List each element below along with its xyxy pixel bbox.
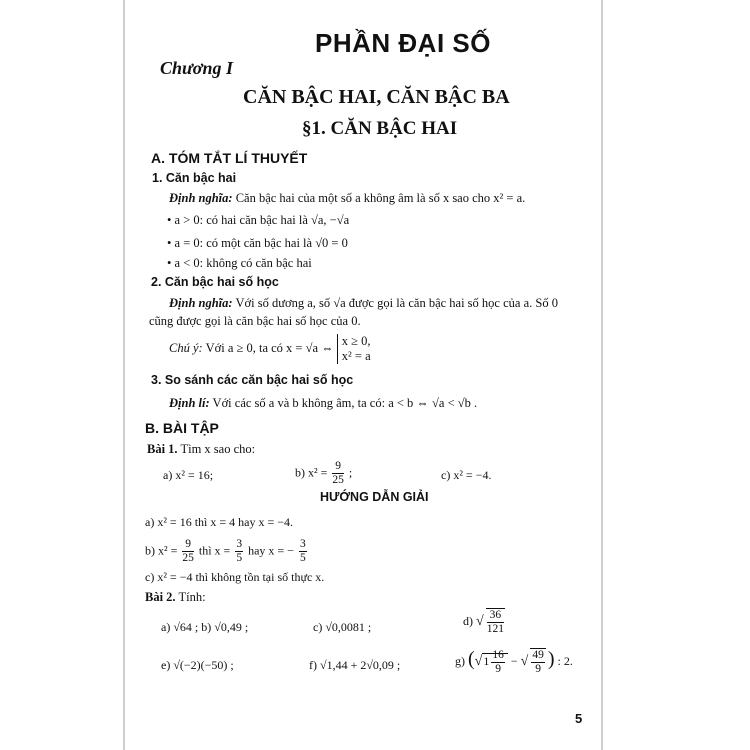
radical-sign: √ <box>474 654 483 669</box>
solution-line: c) x² = −4 thì không tồn tại số thực x. <box>145 570 325 584</box>
chapter-title: CĂN BẬC HAI, CĂN BẬC BA <box>243 86 510 108</box>
exercise-part: c) √0,0081 ; <box>313 620 372 634</box>
exercise-line <box>145 590 206 605</box>
chapter-label: Chương I <box>160 58 233 78</box>
expr-text: ; <box>348 465 353 480</box>
radical-sign: √ <box>520 654 529 669</box>
subsection-heading: 2. Căn bậc hai số học <box>151 275 279 289</box>
radicand: 1 $\frac{16}{9}$ <box>482 653 508 668</box>
fraction <box>182 538 194 565</box>
exercise-label: Bài 2. <box>145 590 176 604</box>
definition-line <box>169 191 525 206</box>
exercise-part: e) √(−2)(−50) ; <box>161 658 234 672</box>
definition-label: Định nghĩa: <box>169 296 233 310</box>
close-paren: ) <box>547 648 555 670</box>
numerator: 3 <box>299 538 306 550</box>
section-title: §1. CĂN BẬC HAI <box>302 118 458 139</box>
solution-line: a) x² = 16 thì x = 4 hay x = −4. <box>145 515 293 529</box>
theorem-line <box>169 396 477 411</box>
fraction <box>486 608 505 636</box>
exercise-part: a) √64 ; b) √0,49 ; <box>161 620 249 634</box>
bullet-item: • a = 0: có một căn bậc hai là √0 = 0 <box>167 236 348 250</box>
expr-text: − <box>510 654 518 668</box>
denominator: 9 <box>535 663 541 676</box>
denominator: 5 <box>299 552 306 564</box>
theory-heading: A. TÓM TẮT LÍ THUYẾT <box>151 150 308 166</box>
solution-line <box>145 538 309 565</box>
exercise-line <box>147 442 255 457</box>
expr-text: hay x = − <box>248 543 294 558</box>
exercise-text: Tìm x sao cho: <box>180 442 256 456</box>
exercise-text: Tính: <box>178 590 206 604</box>
subsection-heading: 1. Căn bậc hai <box>152 171 237 185</box>
numerator: 16 <box>492 648 504 661</box>
exercise-part: f) √1,44 + 2√0,09 ; <box>309 658 401 672</box>
numerator: 9 <box>332 460 344 474</box>
bullet-item: • a < 0: không có căn bậc hai <box>167 256 312 270</box>
theorem-text: Với các số a và b không âm, ta có: a < b ⇔ √a < √b . <box>212 396 478 410</box>
exercise-part <box>295 460 352 487</box>
denominator: 5 <box>236 552 243 564</box>
bullet-text: a = 0: có một căn bậc hai là √0 = 0 <box>174 236 348 250</box>
part-title: PHẦN ĐẠI SỐ <box>315 28 491 58</box>
expr-text: b) x² = <box>145 543 178 558</box>
theorem-label: Định lí: <box>169 396 210 410</box>
denominator: 121 <box>486 623 504 635</box>
equation-system <box>337 334 371 364</box>
note-line <box>169 334 371 364</box>
radical-sign: √ <box>476 613 484 629</box>
fraction <box>332 460 344 487</box>
numerator: 49 <box>532 649 544 662</box>
fraction <box>299 538 307 565</box>
open-paren: ( <box>468 648 475 670</box>
numerator: 3 <box>236 538 243 550</box>
definition-label: Định nghĩa: <box>169 191 233 205</box>
book-page <box>123 0 603 750</box>
bullet-text: a < 0: không có căn bậc hai <box>174 256 312 270</box>
expr-text: b) x² = <box>295 465 328 480</box>
expr-text: g) <box>455 654 465 668</box>
expr-text: : 2. <box>557 654 573 668</box>
exercise-part <box>463 608 507 636</box>
denominator: 25 <box>182 552 194 564</box>
definition-line <box>169 296 558 311</box>
subsection-heading: 3. So sánh các căn bậc hai số học <box>151 373 354 387</box>
exercise-part: c) x² = −4. <box>441 468 492 482</box>
expr-text: d) <box>463 613 473 628</box>
fraction <box>235 538 243 565</box>
definition-continuation: cũng được gọi là căn bậc hai số học của 0. <box>149 314 361 328</box>
exercise-part: a) x² = 16; <box>163 468 214 482</box>
denominator: 25 <box>332 474 344 486</box>
guide-heading: HƯỚNG DẪN GIẢI <box>320 490 429 504</box>
system-line: x ≥ 0, <box>341 334 371 348</box>
exercises-heading: B. BÀI TẬP <box>145 420 219 436</box>
fraction <box>491 649 505 676</box>
denominator: 9 <box>495 662 501 675</box>
page-number: 5 <box>575 711 583 726</box>
exercise-label: Bài 1. <box>147 442 178 456</box>
note-text: Với a ≥ 0, ta có x = √a ⇔ <box>205 340 334 355</box>
fraction <box>530 648 546 676</box>
exercise-part <box>455 648 573 676</box>
bullet-item: • a > 0: có hai căn bậc hai là √a, −√a <box>167 213 350 227</box>
definition-text: Với số dương a, số √a được gọi là căn bậc hai số học của a. Số 0 <box>235 296 558 310</box>
note-label: Chú ý: <box>169 340 203 355</box>
numerator: 36 <box>487 609 504 623</box>
system-line: x² = a <box>341 349 371 363</box>
expr-text: thì x = <box>198 543 231 558</box>
definition-text: Căn bậc hai của một số a không âm là số x sao cho x² = a. <box>235 191 526 205</box>
bullet-text: a > 0: có hai căn bậc hai là √a, −√a <box>174 213 350 227</box>
numerator: 9 <box>182 538 194 552</box>
